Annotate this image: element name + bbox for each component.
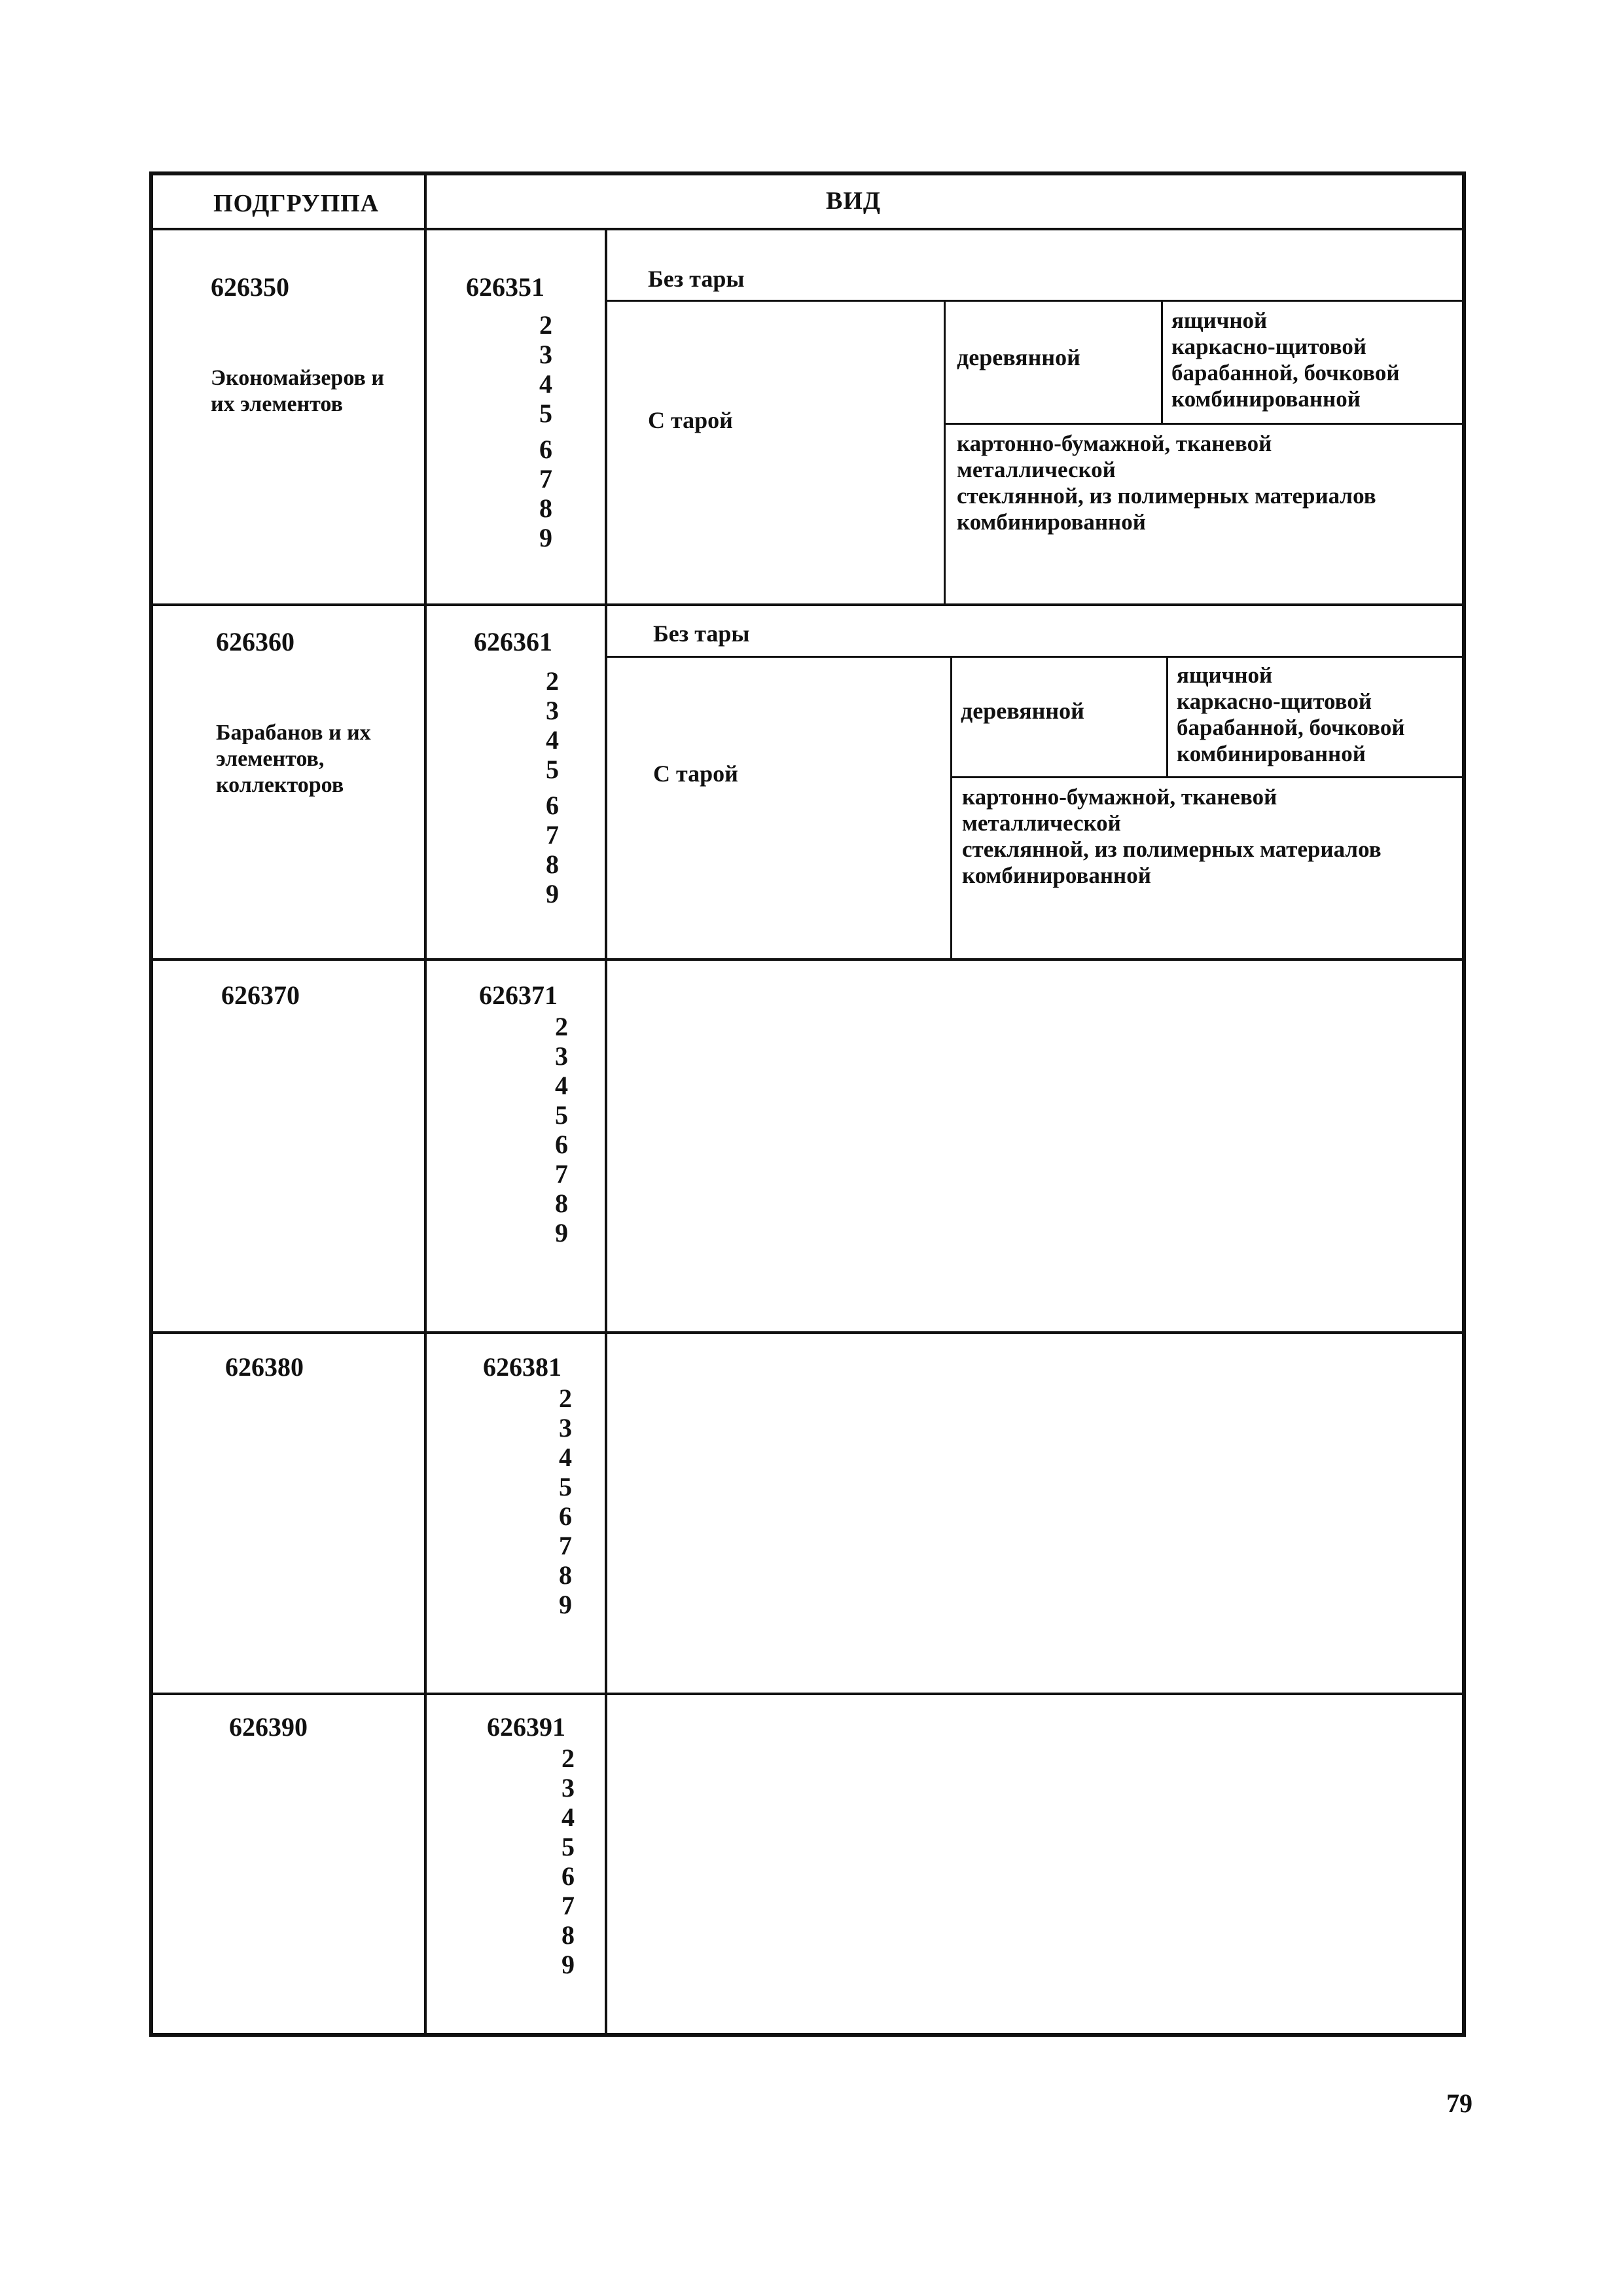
inner-divider xyxy=(950,776,1462,778)
other-type: стеклянной, из полимерных материалов xyxy=(962,836,1382,862)
without-pack-label: Без тары xyxy=(653,620,750,647)
other-type: комбинированной xyxy=(962,863,1151,888)
kind-digit: 7 xyxy=(562,1891,575,1920)
inner-divider xyxy=(944,300,946,603)
kind-digit: 9 xyxy=(562,1950,575,1979)
wooden-type: каркасно-щитовой xyxy=(1171,334,1366,359)
row-divider xyxy=(153,1693,1462,1695)
column-divider-kind xyxy=(605,228,607,2037)
wooden-type: ящичной xyxy=(1177,662,1273,688)
wooden-type: барабанной, бочковой xyxy=(1171,360,1400,386)
kind-digit: 6 xyxy=(555,1130,568,1159)
kind-digit: 7 xyxy=(559,1531,572,1560)
classification-table xyxy=(149,171,1466,2037)
kind-digit: 3 xyxy=(539,340,552,369)
wooden-type: барабанной, бочковой xyxy=(1177,715,1405,740)
kind-digit: 2 xyxy=(562,1744,575,1773)
kind-digit: 9 xyxy=(546,879,559,908)
kind-digit: 9 xyxy=(539,523,552,552)
kind-digit: 7 xyxy=(546,820,559,850)
kind-digit: 5 xyxy=(546,755,559,784)
kind-digit: 4 xyxy=(559,1443,572,1472)
kind-digit: 2 xyxy=(539,310,552,340)
kind-digit: 8 xyxy=(539,493,552,523)
wooden-type: ящичной xyxy=(1171,308,1268,333)
other-type: металлической xyxy=(957,457,1116,482)
inner-divider xyxy=(607,656,1462,658)
other-type: стеклянной, из полимерных материалов xyxy=(957,483,1376,509)
wooden-type: каркасно-щитовой xyxy=(1177,689,1372,714)
kind-digit: 3 xyxy=(546,696,559,725)
inner-divider xyxy=(950,656,952,958)
subgroup-name: Барабанов и их элементов, коллекторов xyxy=(216,721,371,797)
subgroup-code: 626390 xyxy=(229,1712,308,1742)
kind-digit: 3 xyxy=(562,1773,575,1803)
kind-digit: 7 xyxy=(555,1159,568,1189)
header-subgroup: ПОДГРУППА xyxy=(213,190,380,217)
kind-code: 626351 xyxy=(466,272,544,302)
with-pack-label: С тарой xyxy=(653,761,738,787)
kind-code: 626361 xyxy=(474,627,552,656)
kind-digit: 9 xyxy=(559,1590,572,1619)
kind-digit: 4 xyxy=(555,1071,568,1100)
kind-digit: 6 xyxy=(539,435,552,464)
column-divider-subgroup xyxy=(424,175,427,2037)
kind-digit: 9 xyxy=(555,1218,568,1247)
kind-digit: 8 xyxy=(559,1560,572,1590)
kind-digit: 4 xyxy=(562,1803,575,1832)
row-divider xyxy=(153,1331,1462,1334)
wooden-type: комбинированной xyxy=(1177,741,1366,766)
page-number: 79 xyxy=(1446,2089,1472,2118)
kind-code: 626381 xyxy=(483,1352,562,1382)
kind-digit: 6 xyxy=(546,791,559,820)
row-divider xyxy=(153,603,1462,606)
row-divider xyxy=(153,958,1462,961)
kind-digit: 5 xyxy=(539,399,552,428)
inner-divider xyxy=(607,300,1462,302)
other-type: картонно-бумажной, тканевой xyxy=(957,431,1272,456)
kind-digit: 2 xyxy=(555,1012,568,1041)
kind-digit: 3 xyxy=(555,1041,568,1071)
header-divider xyxy=(153,228,1462,230)
wooden-type: комбинированной xyxy=(1171,386,1361,412)
kind-digit: 4 xyxy=(539,369,552,399)
kind-digit: 2 xyxy=(559,1384,572,1413)
kind-digit: 5 xyxy=(555,1100,568,1130)
header-kind: ВИД xyxy=(826,187,882,215)
kind-digit: 5 xyxy=(562,1832,575,1861)
kind-digit: 4 xyxy=(546,725,559,755)
other-type: картонно-бумажной, тканевой xyxy=(962,784,1277,810)
kind-digit: 8 xyxy=(555,1189,568,1218)
kind-code: 626371 xyxy=(479,980,558,1010)
wooden-label: деревянной xyxy=(957,344,1080,370)
other-type: металлической xyxy=(962,810,1121,836)
with-pack-label: С тарой xyxy=(648,407,733,433)
subgroup-code: 626360 xyxy=(216,627,294,656)
kind-digit: 2 xyxy=(546,666,559,696)
subgroup-name: Экономайзеров и их элементов xyxy=(211,366,384,416)
kind-digit: 8 xyxy=(546,850,559,879)
kind-digit: 7 xyxy=(539,464,552,493)
subgroup-code: 626350 xyxy=(211,272,289,302)
inner-divider xyxy=(944,423,1462,425)
kind-digit: 5 xyxy=(559,1472,572,1501)
other-type: комбинированной xyxy=(957,509,1146,535)
kind-code: 626391 xyxy=(487,1712,565,1742)
inner-divider xyxy=(1161,300,1163,423)
without-pack-label: Без тары xyxy=(648,266,745,292)
kind-digit: 6 xyxy=(559,1501,572,1531)
subgroup-code: 626370 xyxy=(221,980,300,1010)
kind-digit: 6 xyxy=(562,1861,575,1891)
wooden-label: деревянной xyxy=(961,698,1084,724)
kind-digit: 3 xyxy=(559,1413,572,1443)
kind-digit: 8 xyxy=(562,1920,575,1950)
subgroup-code: 626380 xyxy=(225,1352,304,1382)
inner-divider xyxy=(1166,656,1168,776)
